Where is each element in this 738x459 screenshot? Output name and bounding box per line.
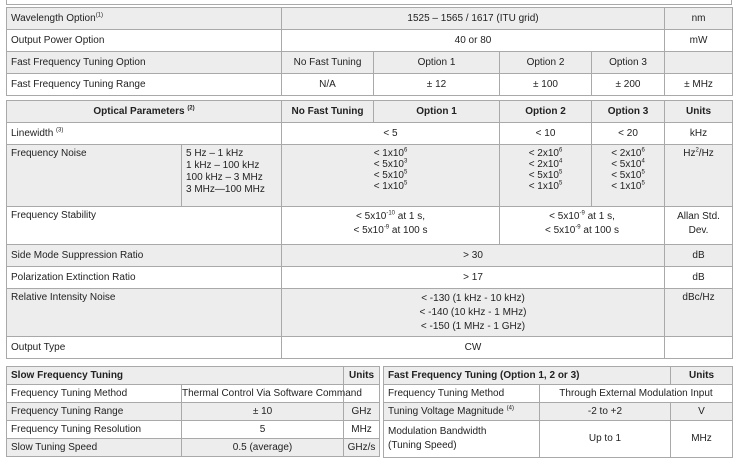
smsr-label: Side Mode Suppression Ratio (7, 245, 282, 267)
frequency-noise-unit: Hz$^2$/Hz (665, 145, 733, 207)
column-header: Option 1 (374, 101, 500, 123)
cell: ± 12 (374, 74, 500, 96)
table-row (7, 30, 733, 52)
linewidth-value: < 5 (282, 123, 500, 145)
cell: ± 200 (592, 74, 665, 96)
cell: V (671, 403, 733, 421)
cell: Thermal Control Via Software Command (182, 385, 344, 403)
cell: GHz/s (344, 439, 380, 457)
table-row (384, 421, 733, 458)
frequency-stability-label: Frequency Stability (7, 207, 282, 245)
rin-unit: dBc/Hz (665, 289, 733, 337)
wavelength-value: 1525 – 1565 / 1617 (ITU grid) (282, 8, 665, 30)
table-row (7, 52, 733, 74)
column-header: Option 3 (592, 101, 665, 123)
rin-values: < -130 (1 kHz - 10 kHz) < -140 (10 kHz - 1 MHz) < -150 (1 MHz - 1 GHz) (282, 289, 665, 337)
output-type-label: Output Type (7, 337, 282, 359)
cell: Through External Modulation Input (540, 385, 733, 403)
general-spec-table (6, 7, 732, 96)
table-header-row (7, 367, 380, 385)
table-row (7, 74, 733, 96)
table-row (7, 421, 380, 439)
frequency-noise-label: Frequency Noise (7, 145, 182, 207)
table-row (7, 8, 733, 30)
frequency-noise-values-a: < $1x10^6$ < $5x10^3$ < $5x10^5$ < $1x10^5$ (282, 145, 500, 207)
table-row (7, 439, 380, 457)
output-type-value: CW (282, 337, 665, 359)
frequency-noise-values-b: < $2x10^6$ < $2x10^4$ < $5x10^5$ < $1x10^5$ (500, 145, 592, 207)
range: 3 MHz—100 MHz (186, 184, 265, 195)
table-row (7, 385, 380, 403)
cell: ± MHz (665, 74, 733, 96)
table-header-row (384, 367, 733, 385)
table-row (7, 267, 733, 289)
cell: ± 100 (500, 74, 592, 96)
range: 1 kHz – 100 kHz (186, 160, 260, 171)
linewidth-value: < 20 (592, 123, 665, 145)
range: 5 Hz – 1 kHz (186, 148, 244, 159)
slow-tuning-table (6, 366, 379, 457)
per-value: > 17 (282, 267, 665, 289)
slow-tuning-title: Slow Frequency Tuning (7, 367, 344, 385)
table-row (7, 207, 733, 245)
optical-parameters-table (6, 100, 732, 359)
linewidth-label: Linewidth $^{(3)}$ (7, 123, 282, 145)
cell: -2 to +2 (540, 403, 671, 421)
cell: Frequency Tuning Range (7, 403, 182, 421)
units-header: Units (344, 367, 380, 385)
linewidth-value: < 10 (500, 123, 592, 145)
cell: Up to 1 (540, 421, 671, 458)
fast-tuning-title: Fast Frequency Tuning (Option 1, 2 or 3) (384, 367, 671, 385)
range: 100 kHz – 3 MHz (186, 172, 263, 183)
cell (665, 52, 733, 74)
frequency-stability-unit: Allan Std. Dev. (665, 207, 733, 245)
table-row (7, 145, 733, 207)
cell: Option 1 (374, 52, 500, 74)
fast-tuning-option-label: Fast Frequency Tuning Option (7, 52, 282, 74)
units-header: Units (671, 367, 733, 385)
previous-table-edge (6, 0, 732, 5)
linewidth-unit: kHz (665, 123, 733, 145)
per-unit: dB (665, 267, 733, 289)
table-row (7, 289, 733, 337)
table-row (7, 245, 733, 267)
wavelength-label: Wavelength Option$^{(1)}$ (7, 8, 282, 30)
fast-tuning-range-label: Fast Frequency Tuning Range (7, 74, 282, 96)
cell: Tuning Voltage Magnitude $^{(4)}$ (384, 403, 540, 421)
per-label: Polarization Extinction Ratio (7, 267, 282, 289)
table-row (7, 403, 380, 421)
cell: MHz (344, 421, 380, 439)
cell: Frequency Tuning Method (384, 385, 540, 403)
cell: GHz (344, 403, 380, 421)
smsr-unit: dB (665, 245, 733, 267)
wavelength-unit: nm (665, 8, 733, 30)
frequency-stability-a: < $5x10^{-10}$ at 1 s, < $5x10^{-9}$ at 100 s (282, 207, 500, 245)
column-header: Option 2 (500, 101, 592, 123)
table-row (384, 385, 733, 403)
cell: N/A (282, 74, 374, 96)
optical-parameters-header: Optical Parameters $^{(2)}$ (7, 101, 282, 123)
power-label: Output Power Option (7, 30, 282, 52)
cell: No Fast Tuning (282, 52, 374, 74)
table-header-row (7, 101, 733, 123)
rin-label: Relative Intensity Noise (7, 289, 282, 337)
table-row (384, 403, 733, 421)
smsr-value: > 30 (282, 245, 665, 267)
cell: ± 10 (182, 403, 344, 421)
frequency-stability-b: < $5x10^{-9}$ at 1 s, < $5x10^{-9}$ at 100 s (500, 207, 665, 245)
column-header: No Fast Tuning (282, 101, 374, 123)
table-row (7, 123, 733, 145)
cell: Option 3 (592, 52, 665, 74)
cell: MHz (671, 421, 733, 458)
cell: 0.5 (average) (182, 439, 344, 457)
cell: Modulation Bandwidth (Tuning Speed) (384, 421, 540, 458)
frequency-noise-ranges (182, 145, 282, 207)
cell: Slow Tuning Speed (7, 439, 182, 457)
power-value: 40 or 80 (282, 30, 665, 52)
frequency-noise-values-c: < $2x10^6$ < $5x10^4$ < $5x10^5$ < $1x10^5$ (592, 145, 665, 207)
cell: Option 2 (500, 52, 592, 74)
table-row (7, 337, 733, 359)
cell: Frequency Tuning Method (7, 385, 182, 403)
cell: Frequency Tuning Resolution (7, 421, 182, 439)
power-unit: mW (665, 30, 733, 52)
column-header: Units (665, 101, 733, 123)
fast-tuning-table (383, 366, 732, 458)
output-type-unit (665, 337, 733, 359)
cell: 5 (182, 421, 344, 439)
